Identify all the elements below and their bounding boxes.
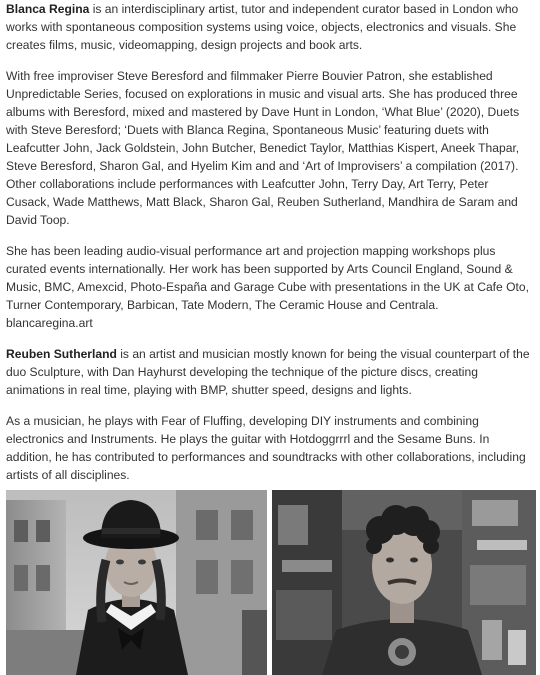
blanca-workshops-text: She has been leading audio-visual performance art and projection mapping workshops plus curated events internationally. Her work has been supported by Arts Council England, Sound & Music, BMC, Amexcid, Photo-España and Garage Cube with presentations in the UK at Cafe Oto, Turner Contemporary, Barbican, Tate Modern, The Ceramic House and Centrala. — [6, 244, 529, 312]
reuben-name: Reuben Sutherland — [6, 347, 117, 361]
blanca-bio-workshops — [6, 242, 532, 332]
blanca-bio-collaborations: With free improviser Steve Beresford and filmmaker Pierre Bouvier Patron, she established Unpredictable Series, focused on explorations in music and visual arts. She has produced three albums with Beresford, mixed and mastered by Dave Hunt in London, ‘What Blue’ (2020), Duets with Steve Beresford; ‘Duets with Blanca Regina, Spontaneous Music’ featuring duets with Leafcutter John, Jack Goldstein, John Butcher, Benedict Taylor, Matthias Kispert, Aneek Thapar, Steve Beresford, Sharon Gal, and Hyelim Kim and and ‘Art of Improvisers’ a compilation (2017). Other collaborations include performances with Leafcutter John, Terry Day, Art Terry, Peter Cusack, Wade Matthews, Matt Black, Sharon Gal, Reuben Sutherland, Mandhira de Saram and David Toop. — [6, 69, 520, 227]
blanca-portrait-photo — [6, 490, 267, 675]
article-body — [6, 0, 532, 497]
blanca-name: Blanca Regina — [6, 2, 90, 16]
blanca-intro-text: is an interdisciplinary artist, tutor and independent curator based in London who works with spontaneous composition systems using voice, objects, electronics and visuals. She creates films, music, videomapping, design projects and book arts. — [6, 2, 519, 52]
reuben-intro-text: is an artist and musician mostly known for being the visual counterpart of the duo Sculpture, with Dan Hayhurst developing the technique of the picture discs, creating animations in real time, playing with BMP, shutter speed, designs and lights. — [6, 347, 530, 397]
photo-row — [6, 490, 536, 675]
reuben-bio-music: As a musician, he plays with Fear of Fluffing, developing DIY instruments and combining electronics and Instruments. He plays the guitar with Hotdoggrrrl and the Sesame Buns. In addition, he has contributed to performances and soundtracks with other collaborations, including artists of all disciplines. — [6, 414, 526, 482]
reuben-portrait-photo — [272, 490, 536, 675]
blanca-website-link[interactable]: blancaregina.art — [6, 316, 93, 330]
reuben-bio-intro — [6, 345, 532, 399]
blanca-bio-intro — [6, 0, 532, 54]
